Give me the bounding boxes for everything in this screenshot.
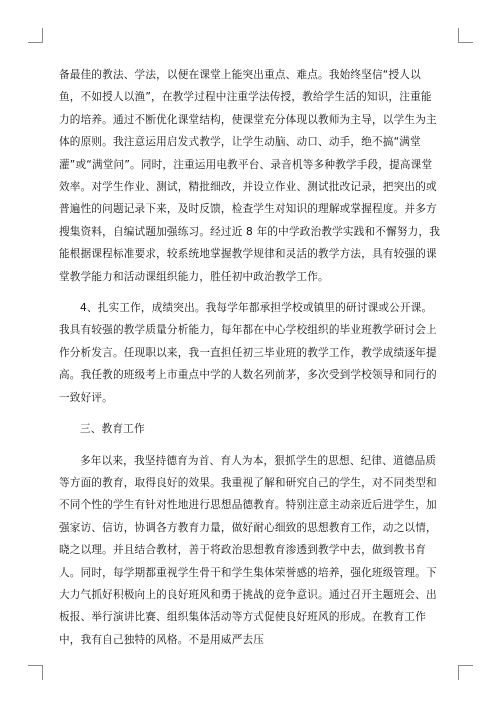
crop-mark-bottom-left bbox=[28, 665, 43, 680]
paragraph-work-achievements: 4、扎实工作，成绩突出。我每学年都承担学校或镇里的研讨课或公开课。我具有较强的教学质量分析能力，每年都在中心学校组织的毕业班教学研讨会上作分析发言。任现职以来，我一直担任初三毕业班的教学工作，教学成绩逐年提高。我任教的班级考上市重点中学的人数名列前茅，多次受到学校领导和同行的一致好评。 bbox=[59, 302, 437, 404]
section-heading-education-work: 三、教育工作 bbox=[80, 423, 145, 436]
crop-mark-top-left bbox=[28, 28, 43, 43]
paragraph-moral-education: 多年以来，我坚持德育为首、育人为本，狠抓学生的思想、纪律、道德品质等方面的教育，取得良好的效果。我重视了解和研究自己的学生，对不同类型和不同个性的学生有针对性地进行思想品德教育。特别注意主动亲近后进学生，加强家访、信访，协调各方教育力量，做好耐心细致的思想教育工作，动之以情，晓之以理。并且结合教材，善于将政治思想教育渗透到教学中去，做到教书育人。同时，每学期都重视学生骨干和学生集体荣誉感的培养，强化班级管理。下大力气抓好积极向上的良好班风和勇于挑战的竞争意识。通过召开主题班会、出板报、举行演讲比赛、组织集体活动等方式促使良好班风的形成。在教育工作中，我有自己独特的风格。不是用威严去压 bbox=[59, 454, 437, 646]
crop-mark-top-right bbox=[458, 28, 473, 43]
crop-mark-bottom-right bbox=[458, 665, 473, 680]
document-body bbox=[59, 64, 441, 651]
paragraph-teaching-methods: 备最佳的教法、学法，以便在课堂上能突出重点、难点。我始终坚信“授人以鱼，不如授人以渔”，在教学过程中注重学法传授，教给学生活的知识，注重能力的培养。通过不断优化课堂结构，使课堂充分体现以教师为主导，以学生为主体的原则。我注意运用启发式教学，让学生动脑、动口、动手，绝不搞“满堂灌”或“满堂问”。同时，注重运用电教平台、录音机等多种教学手段，提高课堂效率。对学生作业、测试，精批细改，并设立作业、测试批改记录，把突出的或普遍性的问题记录下来，及时反馈，检查学生对知识的理解或掌握程度。并多方搜集资料，自编试题加强练习。经过近 8 年的中学政治教学实践和不懈努力，我能根据课程标准要求，较系统地掌握教学规律和灵活的教学方法，具有较强的课堂教学能力和活动课组织能力，胜任初中政治教学工作。 bbox=[59, 69, 441, 283]
